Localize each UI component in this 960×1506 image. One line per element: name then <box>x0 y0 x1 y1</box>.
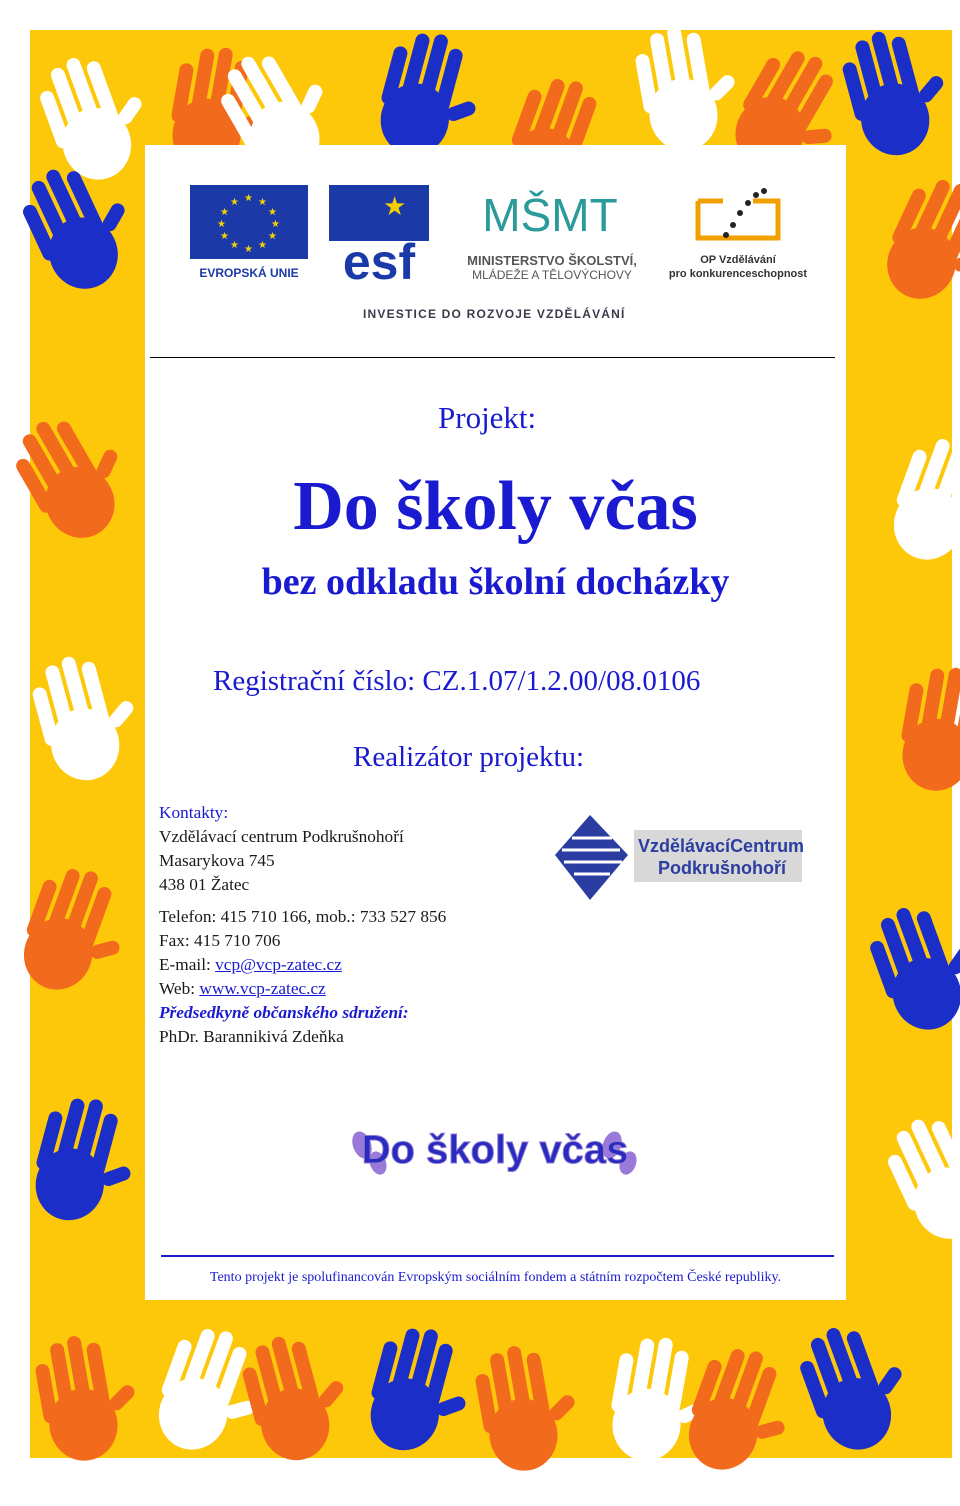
eu-caption: EVROPSKÁ UNIE <box>199 266 299 280</box>
investice-tagline: INVESTICE DO ROZVOJE VZDĚLÁVÁNÍ <box>363 307 626 321</box>
realizator-heading: Realizátor projektu: <box>353 741 585 773</box>
contacts-fax: Fax: 415 710 706 <box>159 931 281 950</box>
contacts-phone: Telefon: 415 710 166, mob.: 733 527 856 <box>159 907 447 926</box>
poster-sheet <box>145 145 846 1300</box>
svg-text:★: ★ <box>220 207 229 218</box>
email-link[interactable]: vcp@vcp-zatec.cz <box>215 955 342 974</box>
msmt-logo <box>445 183 660 283</box>
svg-text:MINISTERSTVO ŠKOLSTVÍ,: MINISTERSTVO ŠKOLSTVÍ, <box>467 253 637 268</box>
top-divider <box>150 357 835 358</box>
svg-text:★: ★ <box>217 219 226 230</box>
hand-print-icon <box>8 1321 152 1490</box>
contacts-street: Masarykova 745 <box>159 851 275 870</box>
contacts-city: 438 01 Žatec <box>159 875 250 894</box>
svg-text:Podkrušnohoří: Podkrušnohoří <box>658 858 787 878</box>
esf-logo <box>323 185 435 283</box>
svg-text:MLÁDEŽE A TĚLOVÝCHOVY: MLÁDEŽE A TĚLOVÝCHOVY <box>472 268 632 282</box>
esf-text: esf <box>342 234 416 283</box>
svg-text:★: ★ <box>258 240 267 251</box>
project-title: Do školy včas <box>293 468 698 545</box>
svg-text:★: ★ <box>268 207 277 218</box>
web-link[interactable]: www.vcp-zatec.cz <box>199 979 326 998</box>
hand-print-icon <box>448 1331 592 1500</box>
eu-flag-logo <box>190 185 308 283</box>
svg-text:★: ★ <box>244 244 253 255</box>
svg-text:OP Vzdělávání: OP Vzdělávání <box>700 254 776 266</box>
svg-text:MŠMT: MŠMT <box>482 189 618 241</box>
svg-text:★: ★ <box>230 197 239 208</box>
chair-name: PhDr. Barannikivá Zdeňka <box>159 1027 344 1046</box>
vcp-logo <box>550 810 806 910</box>
contacts-org: Vzdělávací centrum Podkrušnohoří <box>159 827 404 846</box>
registration-number: Registrační číslo: CZ.1.07/1.2.00/08.0106 <box>213 665 701 697</box>
svg-text:★: ★ <box>271 219 280 230</box>
svg-text:Do školy včas: Do školy včas <box>361 1128 629 1172</box>
svg-text:★: ★ <box>258 197 267 208</box>
svg-text:★: ★ <box>268 231 277 242</box>
svg-text:★: ★ <box>230 240 239 251</box>
contacts-web-row: Web: www.vcp-zatec.cz <box>159 979 326 998</box>
svg-text:VzdělávacíCentrum: VzdělávacíCentrum <box>638 836 805 856</box>
contacts-block <box>159 801 446 1049</box>
contacts-heading: Kontakty: <box>159 803 229 822</box>
funding-footer: Tento projekt je spolufinancován Evropským sociálním fondem a státním rozpočtem České republiky. <box>209 1270 782 1285</box>
do-skoly-vcas-logo <box>340 1105 650 1195</box>
contacts-email-row: E-mail: vcp@vcp-zatec.cz <box>159 955 342 974</box>
op-vzdelavani-logo <box>668 183 808 283</box>
footer-divider <box>161 1255 834 1257</box>
chair-label: Předsedkyně občanského sdružení: <box>159 1003 409 1022</box>
svg-text:★: ★ <box>383 192 407 222</box>
project-subtitle: bez odkladu školní docházky <box>261 561 730 603</box>
project-label: Projekt: <box>438 400 537 435</box>
svg-text:pro konkurenceschopnost: pro konkurenceschopnost <box>668 268 808 280</box>
svg-text:★: ★ <box>220 231 229 242</box>
svg-text:★: ★ <box>244 193 253 204</box>
